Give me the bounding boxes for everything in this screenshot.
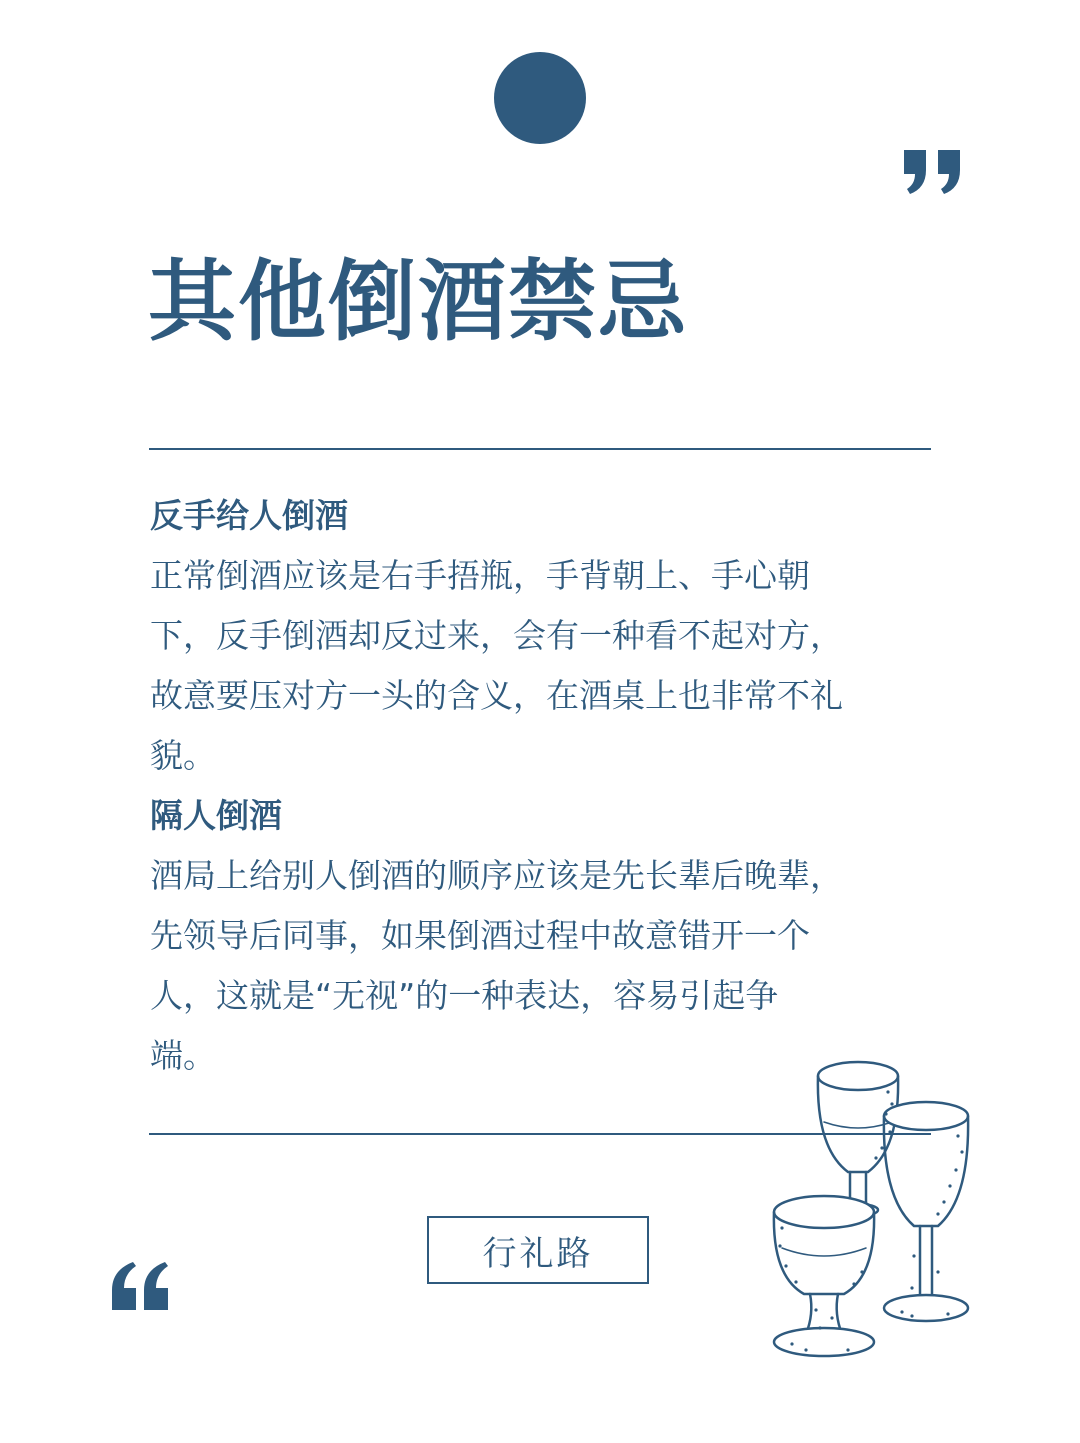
close-quote-icon xyxy=(900,148,966,196)
paragraph-line: 貌。 xyxy=(150,736,216,775)
paragraph-line: 故意要压对方一头的含义，在酒桌上也非常不礼 xyxy=(150,676,843,715)
paragraph-line: 下，反手倒酒却反过来，会有一种看不起对方， xyxy=(150,616,843,655)
page-title: 其他倒酒禁忌 xyxy=(148,249,689,353)
paragraph-line: 端。 xyxy=(150,1036,216,1075)
section-heading: 隔人倒酒 xyxy=(150,796,282,835)
divider-top xyxy=(149,448,931,450)
article-body xyxy=(150,486,940,1086)
paragraph-line: 先领导后同事，如果倒酒过程中故意错开一个 xyxy=(150,916,810,955)
section-heading: 反手给人倒酒 xyxy=(150,496,348,535)
circle-dot-icon xyxy=(494,52,586,144)
paragraph-line: 人，这就是“无视”的一种表达，容易引起争 xyxy=(150,976,779,1015)
brand-stamp: 行礼路 xyxy=(427,1216,649,1284)
paragraph-line: 酒局上给别人倒酒的顺序应该是先长辈后晚辈， xyxy=(150,856,843,895)
section-backhand-pouring xyxy=(150,486,940,786)
open-quote-icon xyxy=(110,1262,172,1312)
section-skipping-person xyxy=(150,786,940,1086)
wine-glasses-illustration xyxy=(762,1052,982,1374)
paragraph-line: 正常倒酒应该是右手捂瓶，手背朝上、手心朝 xyxy=(150,556,810,595)
